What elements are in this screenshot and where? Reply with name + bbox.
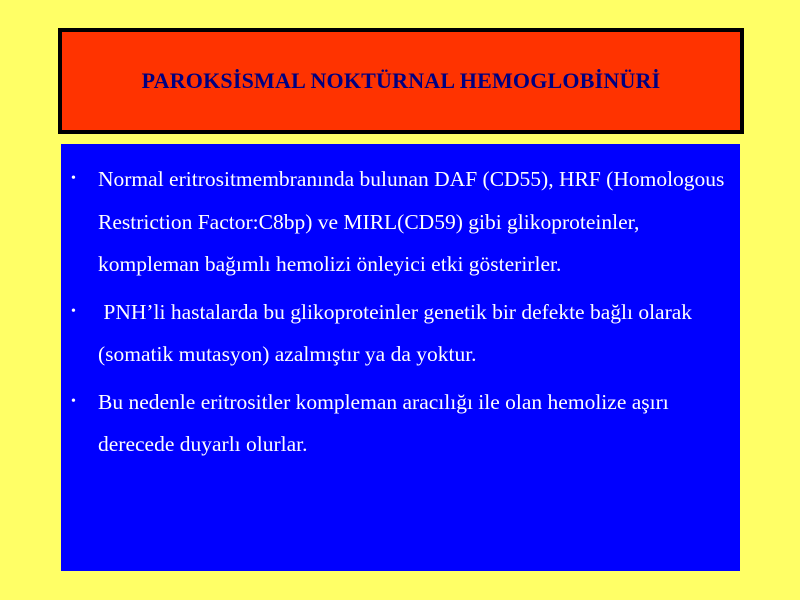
content-box xyxy=(61,144,740,571)
title-box xyxy=(58,28,744,134)
bullet-item xyxy=(61,158,740,286)
bullet-text: Normal eritrositmembranında bulunan DAF (CD55), HRF (Homologous Restriction Factor:C8bp) ve MIRL(CD59) gibi glikoproteinler, kompleman bağımlı hemolizi önleyici etki gösterirler. xyxy=(98,167,725,276)
bullet-icon: • xyxy=(71,171,76,186)
bullet-text: PNH’li hastalarda bu glikoproteinler genetik bir defekte bağlı olarak (somatik mutasyon) azalmıştır ya da yoktur. xyxy=(98,299,698,366)
bullet-item xyxy=(61,381,740,466)
bullet-icon: • xyxy=(71,303,76,319)
bullet-icon: • xyxy=(71,393,76,409)
slide-title: PAROKSİSMAL NOKTÜRNAL HEMOGLOBİNÜRİ xyxy=(141,68,661,93)
bullet-list xyxy=(61,158,740,471)
bullet-text: Bu nedenle eritrositler kompleman aracılığı ile olan hemolize aşırı derecede duyarlı olurlar. xyxy=(98,389,669,456)
bullet-item xyxy=(61,291,740,376)
